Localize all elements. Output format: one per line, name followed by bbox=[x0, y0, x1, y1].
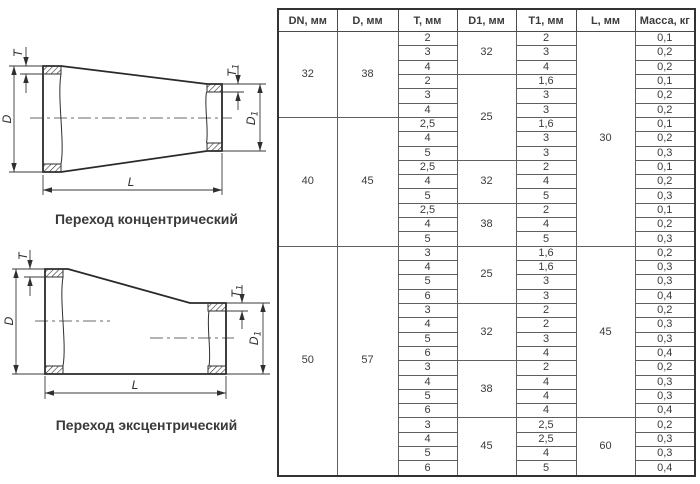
table-cell: 5 bbox=[516, 189, 576, 203]
table-cell: 50 bbox=[278, 246, 337, 476]
column-header: D, мм bbox=[337, 9, 398, 32]
table-cell: 0,1 bbox=[635, 32, 695, 46]
dim-label-T1: $T_1$ bbox=[225, 63, 242, 77]
table-cell: 0,2 bbox=[635, 218, 695, 232]
table-cell: 1,6 bbox=[516, 117, 576, 131]
table-cell: 4 bbox=[398, 318, 457, 332]
pipe-break-line bbox=[206, 92, 207, 143]
table-cell: 0,3 bbox=[635, 332, 695, 346]
table-cell: 0,2 bbox=[635, 246, 695, 260]
table-cell: 0,3 bbox=[635, 261, 695, 275]
wall-hatch bbox=[45, 269, 63, 277]
table-cell: 5 bbox=[398, 447, 457, 461]
table-cell: 2 bbox=[516, 318, 576, 332]
dim-label-D1: $D_1$ bbox=[244, 110, 261, 126]
table-cell: 4 bbox=[398, 432, 457, 446]
table-cell: 3 bbox=[398, 46, 457, 60]
drawings-panel bbox=[0, 0, 277, 484]
table-cell: 32 bbox=[457, 303, 516, 360]
table-cell: 0,2 bbox=[635, 418, 695, 432]
table-cell: 0,3 bbox=[635, 375, 695, 389]
table-cell: 2,5 bbox=[398, 117, 457, 131]
table-cell: 1,6 bbox=[516, 261, 576, 275]
table-row bbox=[278, 246, 695, 260]
table-cell: 5 bbox=[398, 332, 457, 346]
table-cell: 32 bbox=[457, 32, 516, 75]
table-cell: 5 bbox=[398, 189, 457, 203]
table-cell: 0,3 bbox=[635, 232, 695, 246]
table-cell: 0,3 bbox=[635, 432, 695, 446]
table-cell: 0,2 bbox=[635, 89, 695, 103]
table-cell: 0,2 bbox=[635, 46, 695, 60]
table-cell: 57 bbox=[337, 246, 398, 476]
table-cell: 2 bbox=[516, 361, 576, 375]
table-cell: 3 bbox=[398, 246, 457, 260]
pipe-break-line bbox=[62, 277, 64, 366]
table-cell: 2,5 bbox=[398, 203, 457, 217]
table-cell: 4 bbox=[516, 404, 576, 418]
table-cell: 4 bbox=[398, 175, 457, 189]
table-cell: 3 bbox=[516, 332, 576, 346]
dim-label-D1: $D_1$ bbox=[247, 330, 264, 346]
table-cell: 0,3 bbox=[635, 447, 695, 461]
table-cell: 3 bbox=[398, 89, 457, 103]
concentric-reducer-drawing bbox=[0, 47, 266, 195]
table-cell: 6 bbox=[398, 461, 457, 476]
table-cell: 2 bbox=[516, 32, 576, 46]
table-row bbox=[278, 32, 695, 46]
table-cell: 0,2 bbox=[635, 361, 695, 375]
table-cell: 5 bbox=[398, 146, 457, 160]
wall-hatch bbox=[43, 164, 61, 172]
wall-hatch bbox=[45, 366, 63, 374]
table-cell: 5 bbox=[398, 389, 457, 403]
table-cell: 2 bbox=[516, 160, 576, 174]
table-cell: 0,1 bbox=[635, 203, 695, 217]
table-cell: 3 bbox=[398, 418, 457, 432]
table-cell: 30 bbox=[576, 32, 635, 247]
column-header: T1, мм bbox=[516, 9, 576, 32]
column-header: T, мм bbox=[398, 9, 457, 32]
table-cell: 2 bbox=[398, 32, 457, 46]
table-cell: 0,4 bbox=[635, 346, 695, 360]
dim-label-L: L bbox=[127, 175, 135, 189]
eccentric-caption: Переход эксцентрический bbox=[55, 417, 238, 433]
table-cell: 4 bbox=[398, 375, 457, 389]
table-cell: 2 bbox=[398, 74, 457, 88]
table-cell: 32 bbox=[278, 32, 337, 118]
table-cell: 0,3 bbox=[635, 275, 695, 289]
dim-label-L: L bbox=[131, 378, 139, 392]
table-head-row bbox=[278, 9, 695, 32]
table-cell: 4 bbox=[516, 218, 576, 232]
table-cell: 32 bbox=[457, 160, 516, 203]
dim-label-D: D bbox=[0, 114, 14, 124]
table-cell: 6 bbox=[398, 289, 457, 303]
wall-hatch bbox=[208, 366, 226, 374]
concentric-caption: Переход концентрический bbox=[54, 211, 238, 227]
table-cell: 45 bbox=[337, 117, 398, 246]
table-cell: 4 bbox=[516, 175, 576, 189]
table-cell: 4 bbox=[398, 261, 457, 275]
table-cell: 0,1 bbox=[635, 74, 695, 88]
table-cell: 3 bbox=[516, 132, 576, 146]
table-cell: 2 bbox=[516, 203, 576, 217]
table-cell: 6 bbox=[398, 404, 457, 418]
table-cell: 0,2 bbox=[635, 175, 695, 189]
table-cell: 3 bbox=[516, 46, 576, 60]
column-header: DN, мм bbox=[278, 9, 337, 32]
table-cell: 0,4 bbox=[635, 289, 695, 303]
table-cell: 45 bbox=[457, 418, 516, 476]
table-cell: 3 bbox=[398, 303, 457, 317]
table-cell: 2,5 bbox=[516, 432, 576, 446]
table-cell: 38 bbox=[457, 203, 516, 246]
table-cell: 2,5 bbox=[516, 418, 576, 432]
table-cell: 3 bbox=[516, 275, 576, 289]
wall-hatch bbox=[208, 303, 226, 311]
table-cell: 3 bbox=[516, 89, 576, 103]
pipe-break-line bbox=[208, 311, 209, 366]
table-cell: 0,2 bbox=[635, 303, 695, 317]
table-cell: 4 bbox=[516, 375, 576, 389]
table-cell: 25 bbox=[457, 246, 516, 303]
table-cell: 0,1 bbox=[635, 160, 695, 174]
table-cell: 38 bbox=[337, 32, 398, 118]
table-body bbox=[278, 32, 695, 477]
table-cell: 0,3 bbox=[635, 389, 695, 403]
table-cell: 45 bbox=[576, 246, 635, 418]
eccentric-reducer-drawing bbox=[2, 250, 270, 399]
column-header: L, мм bbox=[576, 9, 635, 32]
table-cell: 2 bbox=[516, 303, 576, 317]
table-cell: 6 bbox=[398, 346, 457, 360]
table-cell: 0,2 bbox=[635, 132, 695, 146]
table-cell: 0,2 bbox=[635, 60, 695, 74]
dim-label-T: T bbox=[11, 49, 25, 57]
table-cell: 40 bbox=[278, 117, 337, 246]
table-cell: 4 bbox=[398, 132, 457, 146]
table-cell: 3 bbox=[398, 361, 457, 375]
reducer-drawings-svg bbox=[0, 0, 277, 484]
table-cell: 1,6 bbox=[516, 74, 576, 88]
table-cell: 5 bbox=[516, 232, 576, 246]
table-cell: 0,3 bbox=[635, 318, 695, 332]
column-header: D1, мм bbox=[457, 9, 516, 32]
table-cell: 5 bbox=[516, 461, 576, 476]
table-cell: 0,3 bbox=[635, 189, 695, 203]
table-cell: 4 bbox=[516, 60, 576, 74]
wall-hatch bbox=[207, 84, 222, 92]
table-cell: 0,2 bbox=[635, 103, 695, 117]
table-cell: 0,1 bbox=[635, 117, 695, 131]
table-cell: 2,5 bbox=[398, 160, 457, 174]
dim-label-D: D bbox=[2, 316, 16, 326]
column-header: Масса, кг bbox=[635, 9, 695, 32]
wall-hatch bbox=[43, 66, 61, 74]
table-cell: 4 bbox=[516, 389, 576, 403]
table-cell: 4 bbox=[398, 60, 457, 74]
table-cell: 4 bbox=[516, 447, 576, 461]
table-cell: 38 bbox=[457, 361, 516, 418]
table-cell: 1,6 bbox=[516, 246, 576, 260]
table-cell: 60 bbox=[576, 418, 635, 476]
table-cell: 3 bbox=[516, 146, 576, 160]
table-cell: 4 bbox=[398, 103, 457, 117]
table-cell: 4 bbox=[516, 346, 576, 360]
table-cell: 0,4 bbox=[635, 404, 695, 418]
dim-label-T1: $T_1$ bbox=[229, 284, 246, 298]
reducer-dimensions-table bbox=[277, 8, 696, 477]
reducer-outline bbox=[43, 66, 222, 172]
table-cell: 25 bbox=[457, 74, 516, 160]
table-cell: 3 bbox=[516, 289, 576, 303]
table-cell: 5 bbox=[398, 232, 457, 246]
dim-label-T: T bbox=[16, 252, 30, 260]
table-cell: 0,4 bbox=[635, 461, 695, 476]
pipe-break-line bbox=[60, 74, 62, 164]
table-cell: 3 bbox=[516, 103, 576, 117]
table-cell: 4 bbox=[398, 218, 457, 232]
wall-hatch bbox=[207, 143, 222, 151]
table-cell: 5 bbox=[398, 275, 457, 289]
reducer-outline bbox=[45, 269, 226, 374]
table-cell: 0,3 bbox=[635, 146, 695, 160]
